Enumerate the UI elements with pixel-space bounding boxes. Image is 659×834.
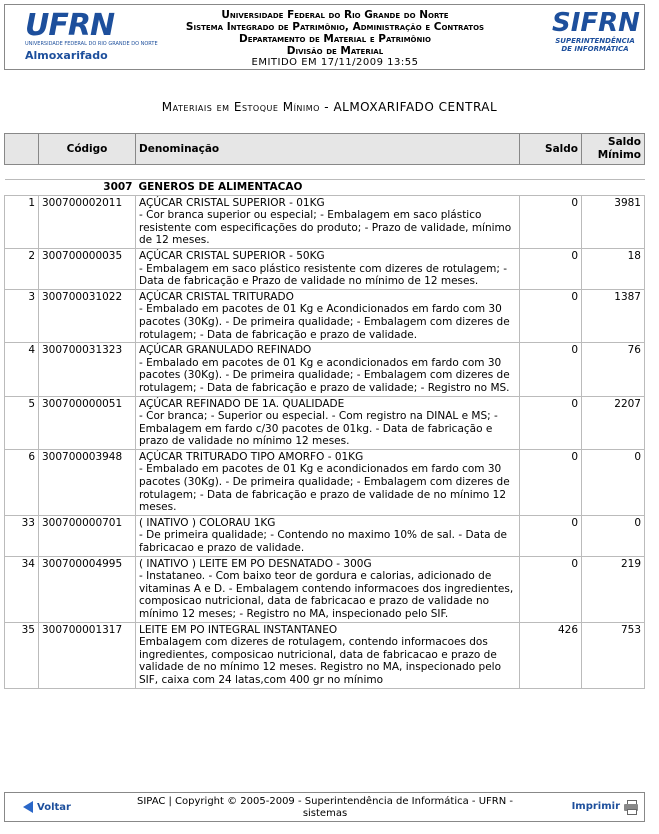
- sinfo-logo: SIFRN SUPERINTENDÊNCIA DE INFORMÁTICA: [552, 8, 640, 53]
- table-row: [5, 289, 645, 342]
- back-label: Voltar: [37, 801, 71, 813]
- row-saldo-minimo: 18: [582, 248, 645, 289]
- row-denominacao: [136, 622, 520, 688]
- row-saldo: 0: [520, 343, 582, 396]
- row-saldo: 0: [520, 195, 582, 248]
- table-row: [5, 556, 645, 622]
- item-name: LEITE EM PO INTEGRAL INSTANTANEO: [139, 623, 338, 636]
- row-index: 6: [5, 449, 39, 515]
- item-name: AÇÚCAR GRANULADO REFINADO: [139, 344, 312, 357]
- row-saldo-minimo: 76: [582, 343, 645, 396]
- table-row: [5, 449, 645, 515]
- table-header-row: [5, 134, 645, 165]
- report-title: Materiais em Estoque Mínimo - ALMOXARIFADO CENTRAL: [161, 100, 498, 114]
- col-denominacao: Denominação: [136, 134, 520, 165]
- emission-date: EMITIDO EM 17/11/2009 13:55: [251, 57, 419, 68]
- item-description: - Embalado em pacotes de 01 Kg e acondicionados em fardo com 30 pacotes (30Kg). - De primeira qualidade; - Embalagem com dizeres de rotulagem; - Data de fabricação e prazo de validade de no mínimo 12 meses.: [139, 463, 510, 514]
- row-code: 300700000051: [39, 396, 136, 449]
- row-saldo-minimo: 1387: [582, 289, 645, 342]
- row-saldo: 0: [520, 248, 582, 289]
- row-saldo-minimo: 753: [582, 622, 645, 688]
- item-name: ( INATIVO ) COLORAU 1KG: [139, 516, 276, 529]
- division-name: Divisão de Material: [286, 45, 384, 57]
- row-saldo-minimo: 2207: [582, 396, 645, 449]
- printer-icon: [624, 800, 638, 813]
- row-saldo: 426: [520, 622, 582, 688]
- ufrn-logo: UFRN UNIVERSIDADE FEDERAL DO RIO GRANDE DO NORTE: [25, 8, 158, 47]
- row-saldo-minimo: 219: [582, 556, 645, 622]
- item-description: - Cor branca; - Superior ou especial. - Com registro na DINAL e MS; - Embalagem em fardo c/30 pacotes de 01kg. - Data de fabricação e prazo de validade no mínimo 12 meses.: [139, 410, 498, 448]
- item-description: - De primeira qualidade; - Contendo no maximo 10% de sal. - Data de fabricacao e prazo de validade.: [139, 529, 507, 555]
- row-saldo-minimo: 0: [582, 515, 645, 556]
- col-index: [5, 134, 39, 165]
- row-index: 34: [5, 556, 39, 622]
- materials-table: [4, 133, 645, 689]
- row-saldo: 0: [520, 515, 582, 556]
- row-code: 300700000035: [39, 248, 136, 289]
- row-index: 3: [5, 289, 39, 342]
- row-saldo: 0: [520, 396, 582, 449]
- table-row: [5, 396, 645, 449]
- row-denominacao: [136, 396, 520, 449]
- row-saldo: 0: [520, 449, 582, 515]
- module-name: Almoxarifado: [25, 49, 108, 62]
- group-name: GENEROS DE ALIMENTACAO: [136, 180, 645, 196]
- report-header: [4, 4, 645, 70]
- table-row: [5, 195, 645, 248]
- spacer-row: [5, 165, 645, 180]
- back-arrow-icon: [23, 801, 33, 813]
- row-index: 4: [5, 343, 39, 396]
- row-saldo-minimo: 3981: [582, 195, 645, 248]
- print-label: Imprimir: [571, 801, 620, 812]
- table-row: [5, 622, 645, 688]
- item-name: AÇÚCAR TRITURADO TIPO AMORFO - 01KG: [139, 450, 364, 463]
- row-code: 300700004995: [39, 556, 136, 622]
- institution-name: Universidade Federal do Rio Grande do Norte: [221, 9, 449, 21]
- copyright: SIPAC | Copyright © 2005-2009 - Superintendência de Informática - UFRN - sistemas: [137, 796, 513, 819]
- row-denominacao: [136, 195, 520, 248]
- col-codigo: Código: [39, 134, 136, 165]
- page-footer: [4, 792, 645, 822]
- print-button[interactable]: [572, 800, 638, 813]
- system-name: Sistema Integrado de Patrimônio, Administração e Contratos: [185, 21, 485, 33]
- row-denominacao: [136, 449, 520, 515]
- table-row: [5, 343, 645, 396]
- item-name: AÇÚCAR CRISTAL SUPERIOR - 50KG: [139, 249, 325, 262]
- item-description: - Cor branca superior ou especial; - Embalagem em saco plástico resistente com especificações do produto; - Prazo de validade, mínimo de 12 meses.: [139, 209, 512, 247]
- item-name: AÇÚCAR CRISTAL TRITURADO: [139, 290, 294, 303]
- item-name: ( INATIVO ) LEITE EM PO DESNATADO - 300G: [139, 557, 372, 570]
- item-name: AÇÚCAR CRISTAL SUPERIOR - 01KG: [139, 196, 325, 209]
- table-row: [5, 248, 645, 289]
- row-saldo-minimo: 0: [582, 449, 645, 515]
- row-code: 300700031323: [39, 343, 136, 396]
- item-description: - Embalagem em saco plástico resistente com dizeres de rotulagem; - Data de fabricação e Prazo de validade no mínimo de 12 meses.: [139, 262, 507, 288]
- institution-block: [135, 9, 535, 69]
- row-index: 2: [5, 248, 39, 289]
- row-index: 1: [5, 195, 39, 248]
- row-saldo: 0: [520, 289, 582, 342]
- row-denominacao: [136, 248, 520, 289]
- col-saldo: Saldo: [520, 134, 582, 165]
- back-button[interactable]: [23, 801, 71, 813]
- department-name: Departamento de Material e Patrimônio: [239, 33, 431, 45]
- row-denominacao: [136, 515, 520, 556]
- row-index: 33: [5, 515, 39, 556]
- group-row: [5, 180, 645, 196]
- row-code: 300700002011: [39, 195, 136, 248]
- item-description: - Embalado em pacotes de 01 Kg e Acondicionados em fardo com 30 pacotes (30Kg). - De primeira qualidade; - Embalagem com dizeres de rotulagem; - Data de fabricação e prazo de validade.: [139, 303, 510, 341]
- item-name: AÇÚCAR REFINADO DE 1A. QUALIDADE: [139, 397, 345, 410]
- row-denominacao: [136, 289, 520, 342]
- item-description: Embalagem com dizeres de rotulagem, contendo informacoes dos ingredientes, composicao nutricional, data de fabricacao e prazo de validade de no mínimo 12 meses. Registro no MA, inspecionado pelo SIF, caixa com 24 latas,com 400 gr no mínimo: [139, 636, 501, 686]
- col-saldo-minimo: Saldo Mínimo: [582, 134, 645, 165]
- row-denominacao: [136, 556, 520, 622]
- row-code: 300700000701: [39, 515, 136, 556]
- group-code: 3007: [5, 180, 136, 196]
- row-index: 5: [5, 396, 39, 449]
- row-index: 35: [5, 622, 39, 688]
- item-description: - Embalado em pacotes de 01 Kg e acondicionados em fardo com 30 pacotes (30Kg). - De primeira qualidade; - Embalagem com dizeres de rotulagem; - Data de fabricação e prazo de validade; - Registro no MS.: [139, 356, 510, 394]
- row-denominacao: [136, 343, 520, 396]
- table-row: [5, 515, 645, 556]
- row-code: 300700001317: [39, 622, 136, 688]
- row-saldo: 0: [520, 556, 582, 622]
- item-description: - Instataneo. - Com baixo teor de gordura e calorias, adicionado de vitaminas A e D. - Embalagem contendo informacoes dos ingredientes, composicao nutricional, data de fabricacao e prazo de validade no mínimo 12 meses; - Registro no MA, inspecionado pelo SIF.: [139, 570, 514, 620]
- row-code: 300700031022: [39, 289, 136, 342]
- row-code: 300700003948: [39, 449, 136, 515]
